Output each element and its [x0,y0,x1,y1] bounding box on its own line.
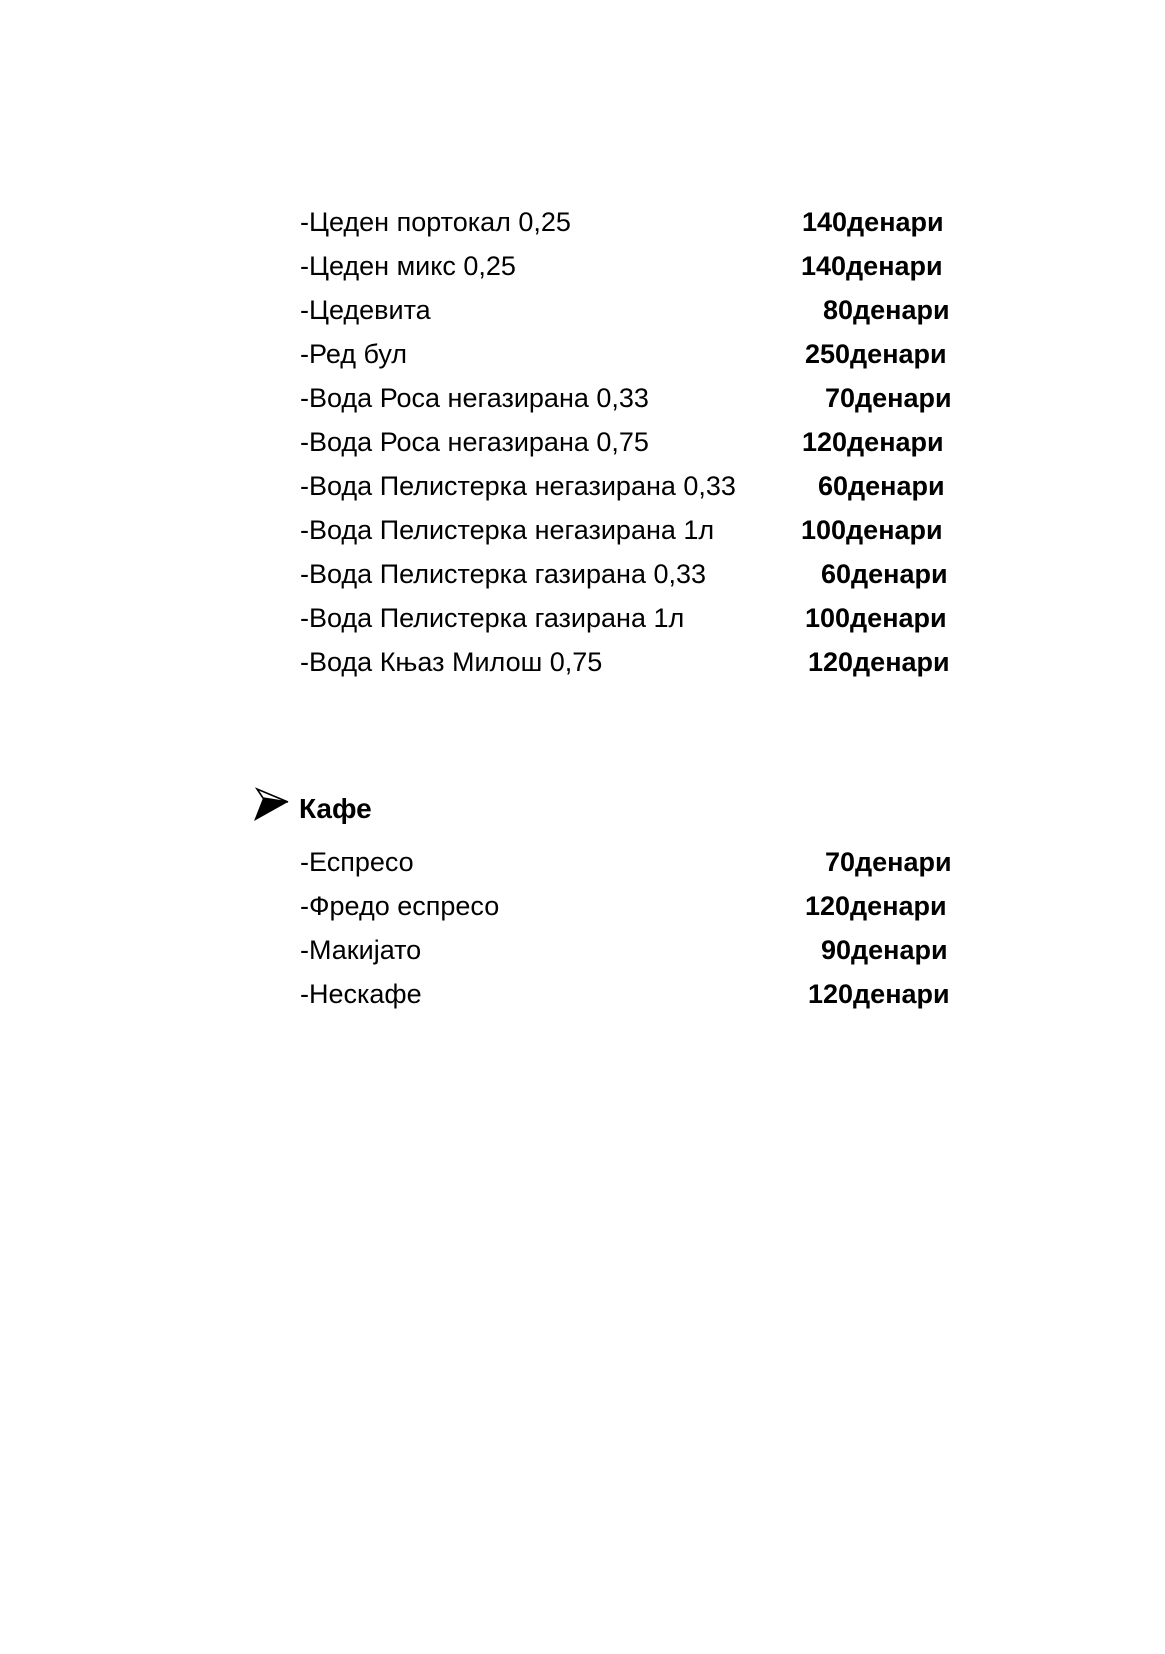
section-title-text: Кафе [299,793,372,824]
arrowhead-bullet-icon [253,786,289,822]
item-name: -Нескафе [300,979,422,1009]
item-name: -Вода Пелистерка газирана 0,33 [300,559,707,589]
item-price: 70денари [825,847,952,877]
item-price: 70денари [825,383,952,413]
item-price: 80денари [823,295,950,325]
item-price: 120денари [802,427,944,457]
list-item [300,640,980,684]
list-item [300,200,980,244]
item-price: 120денари [808,647,950,677]
list-item [300,840,980,884]
item-name: -Цеден микс 0,25 [300,251,516,281]
item-name: -Цедевита [300,295,431,325]
item-price: 60денари [818,471,945,501]
list-item [300,376,980,420]
item-name: -Вода Роса негазирана 0,75 [300,427,649,457]
section-title-coffee [253,786,372,830]
item-name: -Фредо еспресо [300,891,500,921]
item-price: 120денари [808,979,950,1009]
item-name: -Вода Пелистерка негазирана 0,33 [300,471,736,501]
list-item [300,288,980,332]
list-item [300,884,980,928]
list-item [300,972,980,1016]
item-name: -Ред бул [300,339,408,369]
item-name: -Вода Књаз Милош 0,75 [300,647,603,677]
item-name: -Вода Пелистерка газирана 1л [300,603,685,633]
item-name: -Еспресо [300,847,414,877]
list-item [300,332,980,376]
list-item [300,464,980,508]
item-price: 140денари [801,251,943,281]
item-price: 90денари [821,935,948,965]
list-item [300,552,980,596]
item-price: 140денари [802,207,944,237]
list-item [300,596,980,640]
item-name: -Цеден портокал 0,25 [300,207,571,237]
item-name: -Вода Роса негазирана 0,33 [300,383,649,413]
item-price: 250денари [805,339,947,369]
item-name: -Макијато [300,935,422,965]
item-price: 100денари [805,603,947,633]
item-name: -Вода Пелистерка негазирана 1л [300,515,715,545]
list-item [300,244,980,288]
drinks-list [300,200,980,684]
list-item [300,508,980,552]
item-price: 60денари [821,559,948,589]
coffee-list [300,840,980,1016]
item-price: 120денари [805,891,947,921]
list-item [300,928,980,972]
list-item [300,420,980,464]
item-price: 100денари [801,515,943,545]
